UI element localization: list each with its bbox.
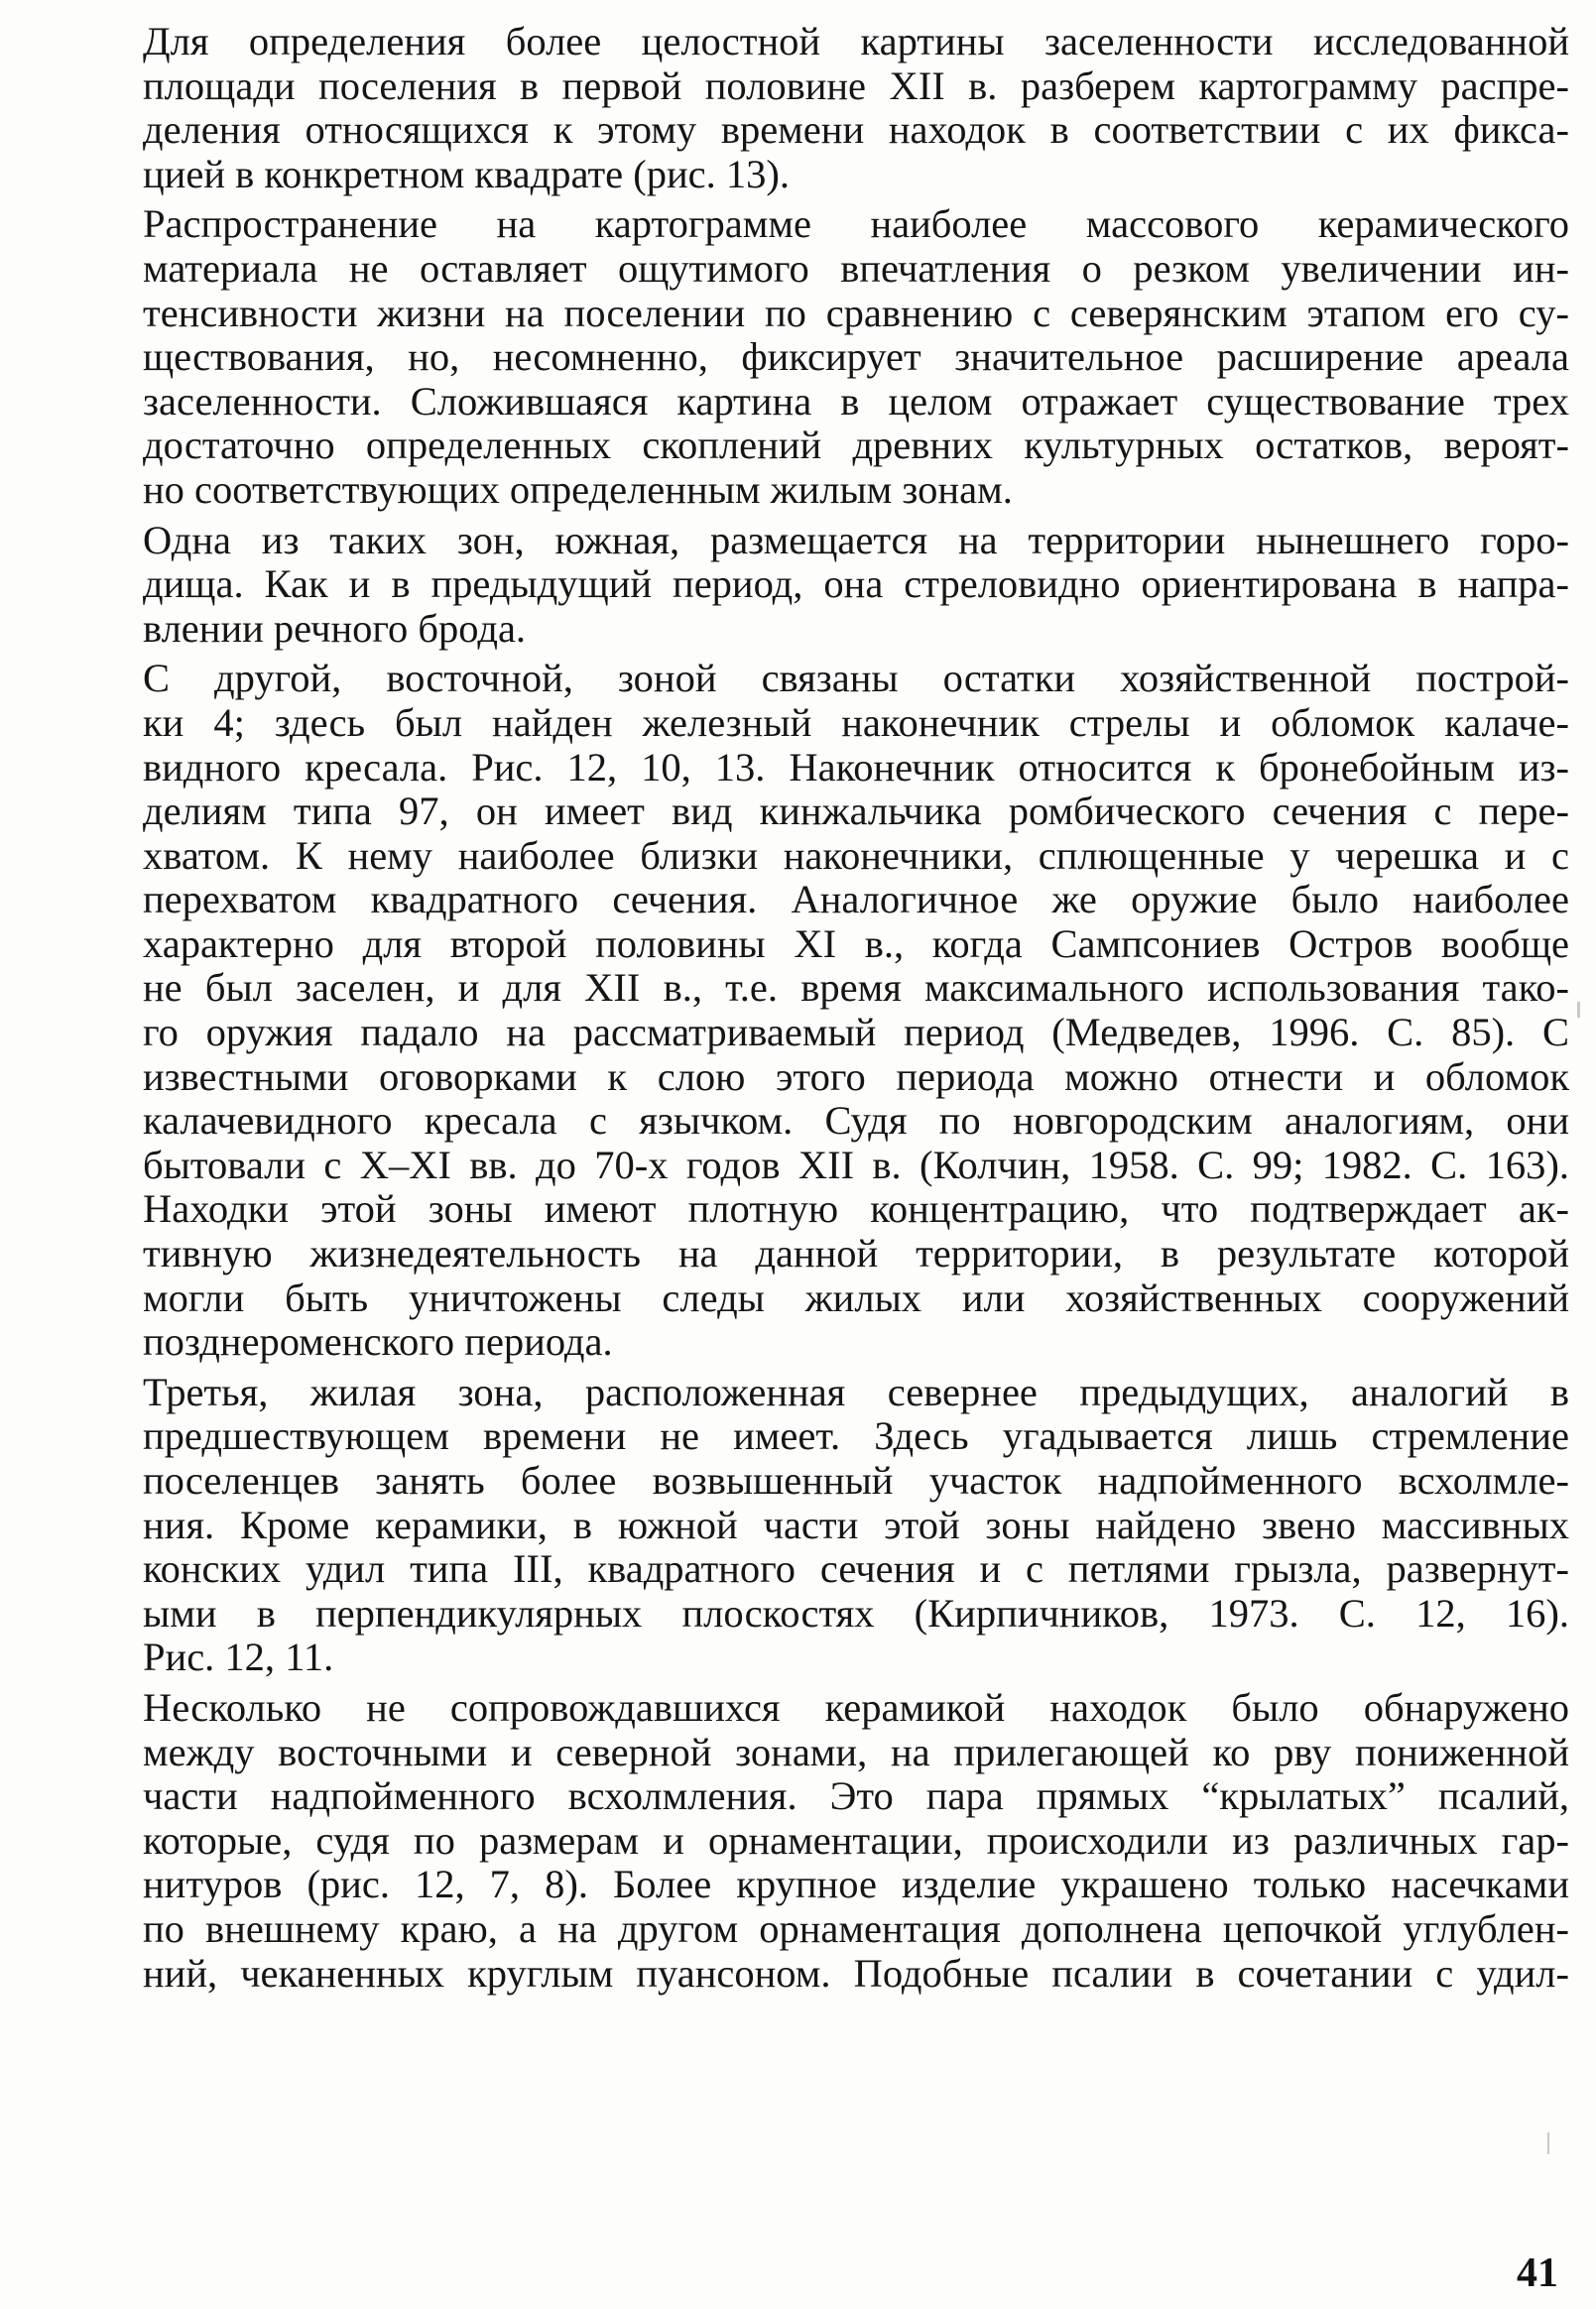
text-line: Несколько не сопровождавшихся керамикой находок было обнаружено: [143, 1684, 1569, 1730]
text-line: хватом. К нему наиболее близки наконечники, сплющенные у черешка и с: [143, 832, 1569, 878]
text-line: площади поселения в первой половине XII в. разберем картограмму распре-: [143, 62, 1569, 108]
text-line: Рис. 12, 11.: [143, 1635, 334, 1680]
text-line: Находки этой зоны имеют плотную концентрацию, что подтверждает ак-: [143, 1186, 1569, 1232]
text-line: нитуров (рис. 12, 7, 8). Более крупное изделие украшено только насечками: [143, 1862, 1569, 1907]
text-line: части надпойменного всхолмления. Это пара прямых “крылатых” псалий,: [143, 1773, 1569, 1819]
text-line: бытовали с X–XI вв. до 70-х годов XII в. (Колчин, 1958. С. 99; 1982. С. 163).: [143, 1142, 1569, 1187]
text-line: влении речного брода.: [143, 605, 527, 651]
text-line: Третья, жилая зона, расположенная севернее предыдущих, аналогий в: [143, 1369, 1569, 1414]
text-line: не был заселен, и для XII в., т.е. время максимального использования тако-: [143, 965, 1569, 1011]
text-line: ний, чеканенных круглым пуансоном. Подобные псалии в сочетании с удил-: [143, 1950, 1569, 1996]
text-line: цией в конкретном квадрате (рис. 13).: [143, 151, 790, 196]
body-text: [81, 20, 1569, 2002]
text-line: ществования, но, несомненно, фиксирует значительное расширение ареала: [143, 334, 1569, 380]
scan-edge-speck: [1547, 2132, 1549, 2154]
text-line: характерно для второй половины XI в., когда Сампсониев Остров вообще: [143, 920, 1569, 966]
text-line: перехватом квадратного сечения. Аналогичное же оружие было наиболее: [143, 877, 1569, 922]
paragraph-5: [81, 1371, 1569, 1680]
text-line: Распространение на картограмме наиболее массового керамического: [143, 201, 1569, 247]
page-number: 41: [1517, 2250, 1558, 2296]
text-line: дища. Как и в предыдущий период, она стреловидно ориентирована в напра-: [143, 561, 1569, 607]
text-line: Для определения более целостной картины заселенности исследованной: [143, 19, 1569, 63]
text-line: поселенцев занять более возвышенный участок надпойменного всхолмле-: [143, 1458, 1569, 1503]
text-line: между восточными и северной зонами, на прилегающей ко рву пониженной: [143, 1729, 1569, 1774]
text-line: материала не оставляет ощутимого впечатления о резком увеличении ин-: [143, 245, 1569, 291]
text-line: позднероменского периода.: [143, 1319, 613, 1365]
text-line: которые, судя по размерам и орнаментации, происходили из различных гар-: [143, 1817, 1569, 1863]
scan-edge-speck: [1577, 1002, 1580, 1018]
text-line: ния. Кроме керамики, в южной части этой зоны найдено звено массивных: [143, 1502, 1569, 1547]
text-line: заселенности. Сложившаяся картина в целом отражает существование трех: [143, 378, 1569, 424]
text-line: делиям типа 97, он имеет вид кинжальчика ромбического сечения с пере-: [143, 789, 1569, 834]
text-line: но соответствующих определенным жилым зонам.: [143, 466, 1013, 512]
paragraph-3: [81, 519, 1569, 652]
text-line: ыми в перпендикулярных плоскостях (Кирпичников, 1973. С. 12, 16).: [143, 1590, 1569, 1636]
text-line: ки 4; здесь был найден железный наконечник стрелы и обломок калаче-: [143, 699, 1569, 745]
text-line: деления относящихся к этому времени находок в соответствии с их фикса-: [143, 107, 1569, 153]
text-line: конских удил типа III, квадратного сечения и с петлями грызла, развернут-: [143, 1546, 1569, 1592]
text-line: видного кресала. Рис. 12, 10, 13. Наконечник относится к бронебойным из-: [143, 744, 1569, 790]
text-line: тивную жизнедеятельность на данной территории, в результате которой: [143, 1231, 1569, 1276]
text-line: Одна из таких зон, южная, размещается на территории нынешнего горо-: [143, 517, 1569, 562]
text-line: калачевидного кресала с язычком. Судя по новгородским аналогиям, они: [143, 1098, 1569, 1144]
text-line: достаточно определенных скоплений древних культурных остатков, вероят-: [143, 423, 1569, 468]
paragraph-6: [81, 1686, 1569, 1996]
text-line: по внешнему краю, а на другом орнаментация дополнена цепочкой углублен-: [143, 1905, 1569, 1951]
text-line: могли быть уничтожены следы жилых или хозяйственных сооружений: [143, 1275, 1569, 1320]
text-line: предшествующем времени не имеет. Здесь угадывается лишь стремление: [143, 1413, 1569, 1459]
paragraph-2: [81, 202, 1569, 512]
text-line: тенсивности жизни на поселении по сравнению с северянским этапом его су-: [143, 290, 1569, 335]
paragraph-1: [81, 20, 1569, 196]
paragraph-4: [81, 657, 1569, 1365]
text-line: го оружия падало на рассматриваемый период (Медведев, 1996. С. 85). С: [143, 1010, 1569, 1055]
text-line: С другой, восточной, зоной связаны остатки хозяйственной построй-: [143, 656, 1569, 701]
text-line: известными оговорками к слою этого периода можно отнести и обломок: [143, 1053, 1569, 1099]
